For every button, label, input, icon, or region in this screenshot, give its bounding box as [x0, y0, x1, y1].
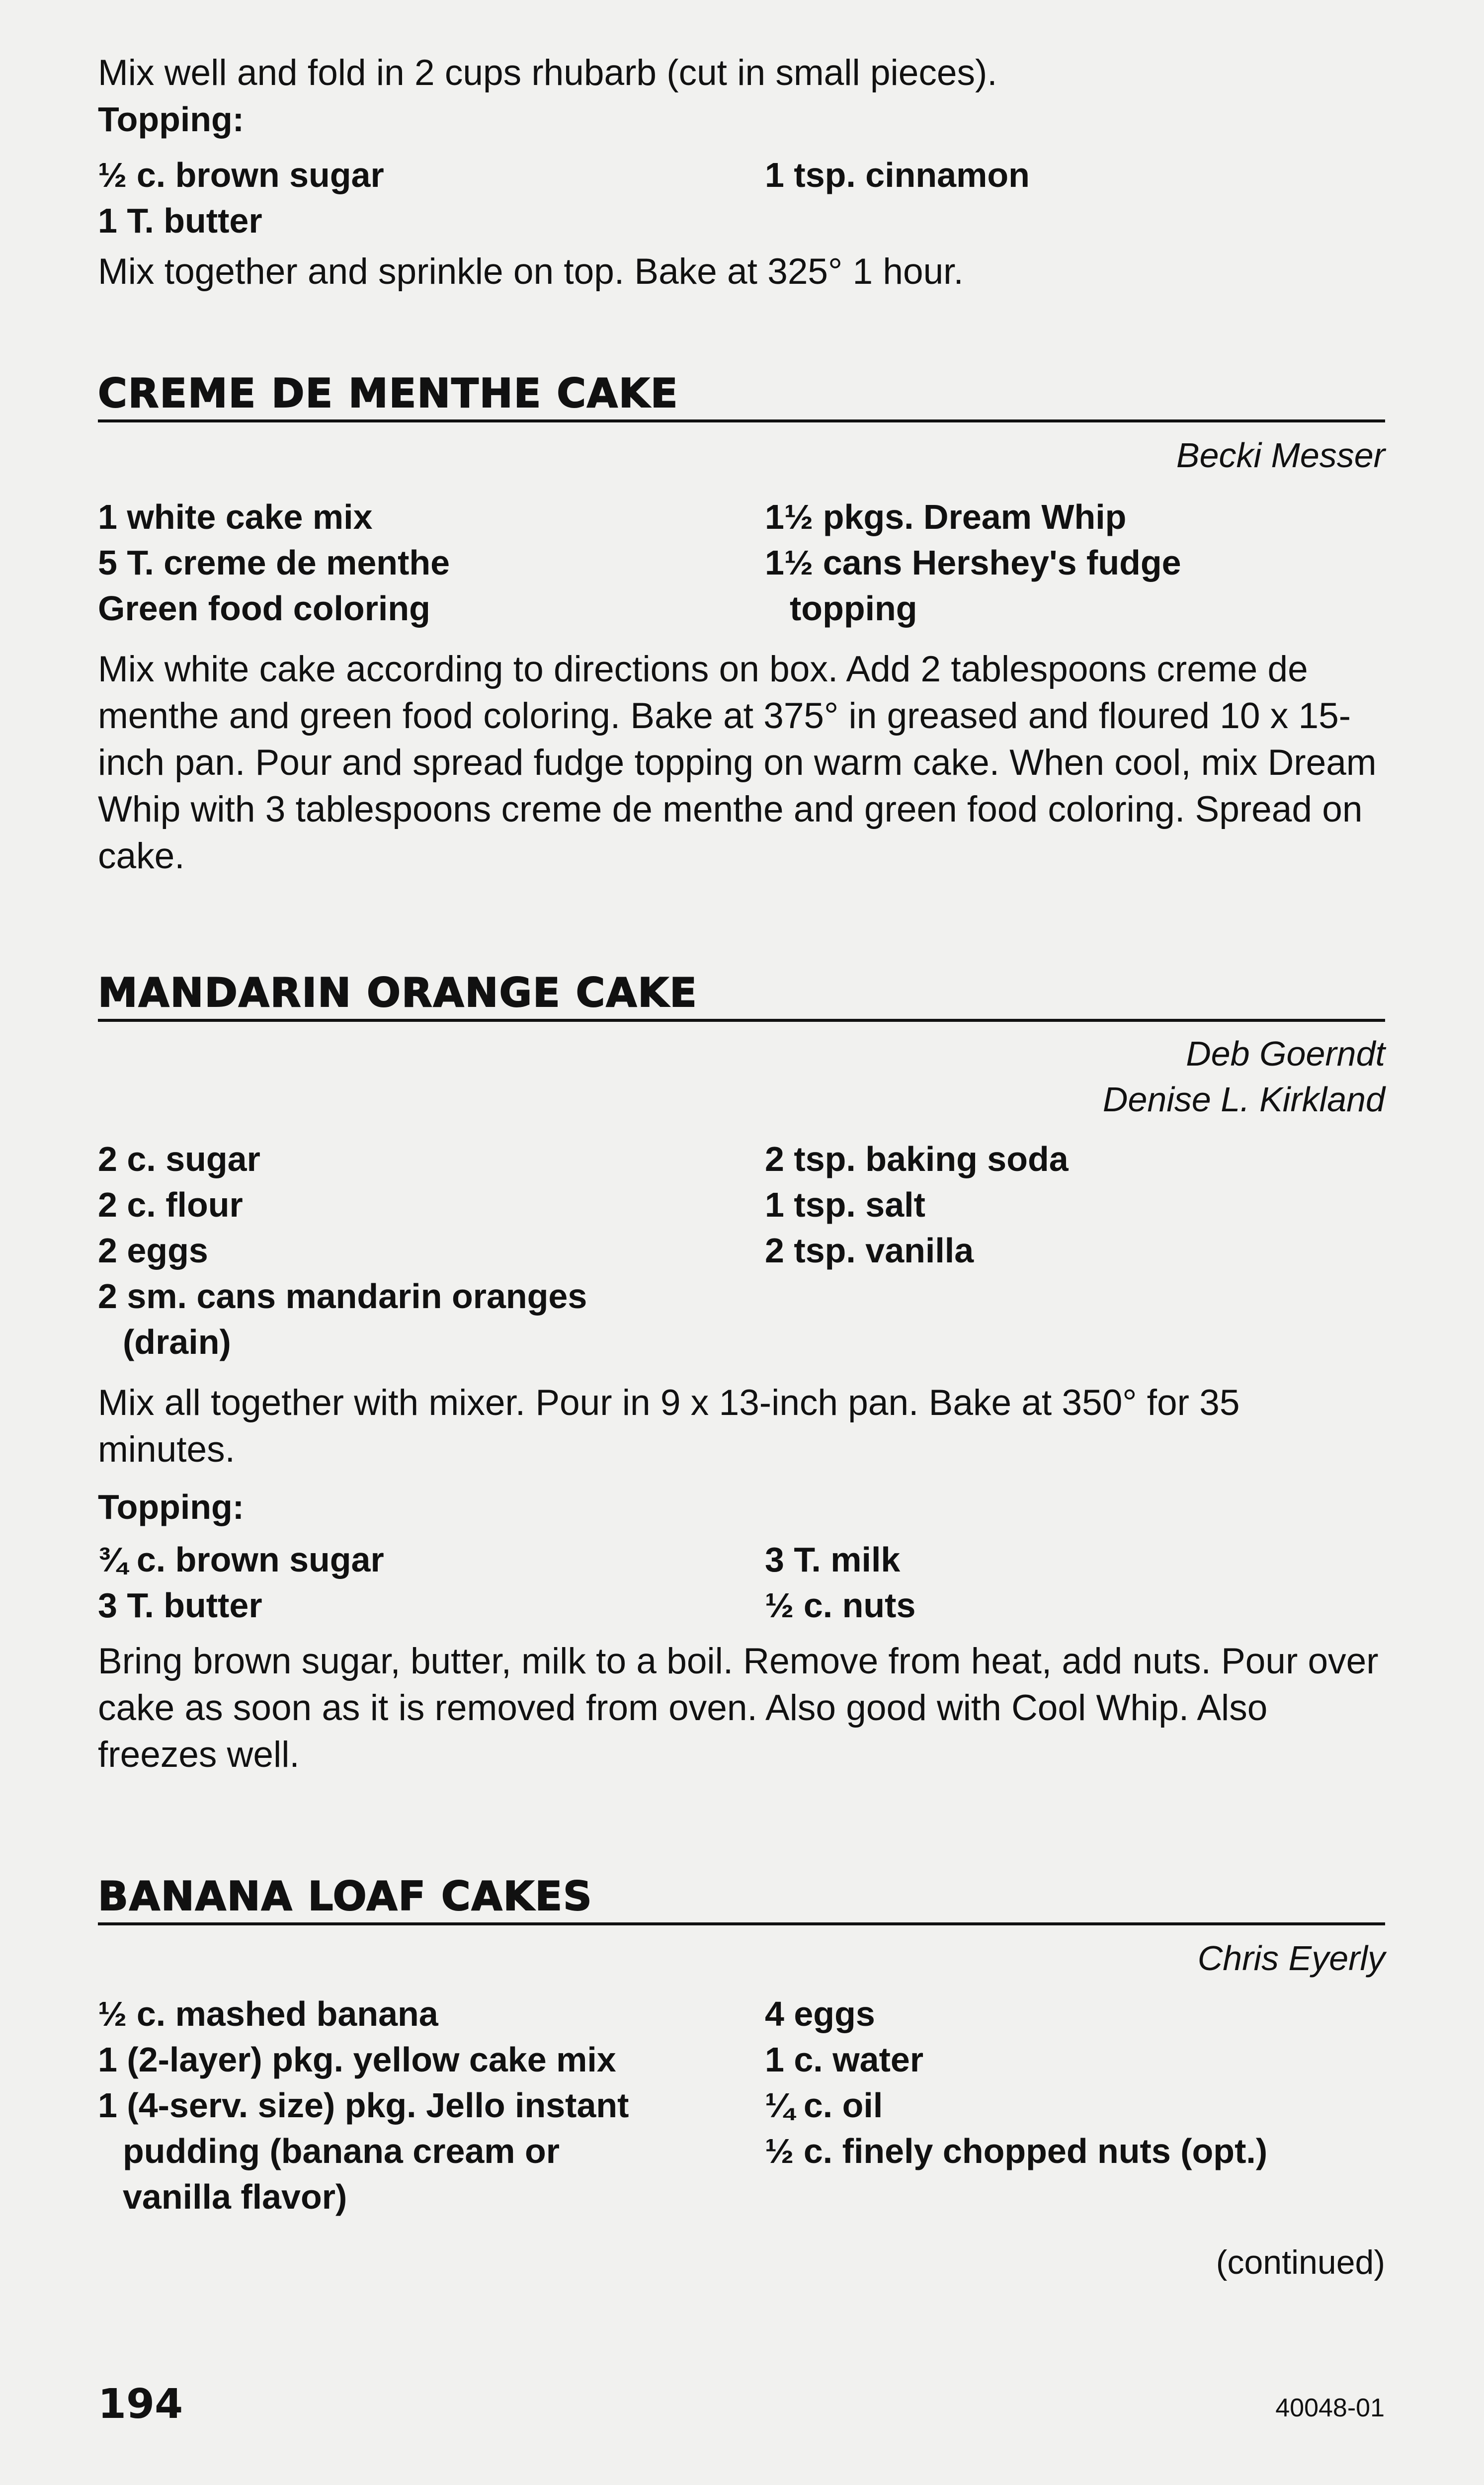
recipe-author: Deb Goerndt: [1186, 1034, 1385, 1073]
ingredient: 2 sm. cans mandarin oranges: [98, 1277, 587, 1316]
ingredient: 1½ pkgs. Dream Whip: [765, 497, 1127, 536]
recipe-author: Denise L. Kirkland: [1102, 1080, 1385, 1119]
ingredients: [98, 1136, 1385, 1365]
topping-ingredients: [98, 1537, 1385, 1628]
ingredient: 1 (4-serv. size) pkg. Jello instant: [98, 2086, 629, 2125]
topping-directions: Bring brown sugar, butter, milk to a boil. Remove from heat, add nuts. Pour over cake as soon as it is removed from oven. Also good with Cool Whip. Also freezes well.: [98, 1641, 1379, 1775]
ingredient: 2 tsp. vanilla: [765, 1231, 974, 1270]
rhubarb-topping-ingredients: [98, 152, 1385, 244]
ingredient: 2 c. sugar: [98, 1140, 260, 1178]
ingredient: Green food coloring: [98, 589, 430, 628]
ingredient: (drain): [123, 1323, 231, 1361]
recipe-directions: Mix white cake according to directions on box. Add 2 tablespoons creme de menthe and green food coloring. Bake at 375° in greased and floured 10 x 15-inch pan. Pour and spread fudge topping on warm cake. When cool, mix Dream Whip with 3 tablespoons creme de menthe and green food coloring. Spread on cake.: [98, 649, 1377, 876]
ingredient: ½ c. brown sugar: [98, 156, 384, 194]
ingredient: 1 c. water: [765, 2040, 924, 2079]
ingredients: [98, 1991, 1385, 2220]
ingredient: 1½ cans Hershey's fudge: [765, 543, 1181, 582]
ingredient: ½ c. finely chopped nuts (opt.): [765, 2132, 1268, 2170]
page-number: 194: [98, 2381, 183, 2428]
ingredient: ¼ c. oil: [765, 2086, 883, 2125]
ingredient: 5 T. creme de menthe: [98, 543, 450, 582]
ingredient: topping: [790, 589, 917, 628]
ingredient: 3 T. milk: [765, 1540, 901, 1579]
rhubarb-directions-line: Mix well and fold in 2 cups rhubarb (cut in small pieces).: [98, 53, 997, 93]
ingredient: pudding (banana cream or: [123, 2132, 560, 2170]
rhubarb-topping-directions: Mix together and sprinkle on top. Bake at 325° 1 hour.: [98, 251, 964, 292]
recipe-directions: Mix all together with mixer. Pour in 9 x 13-inch pan. Bake at 350° for 35 minutes.: [98, 1383, 1240, 1470]
ingredient: 2 eggs: [98, 1231, 208, 1270]
recipe-author: Becki Messer: [1176, 436, 1385, 475]
title-rule: [98, 419, 1385, 422]
ingredient: 2 tsp. baking soda: [765, 1140, 1069, 1178]
recipe-banana-loaf: [98, 1873, 1385, 2285]
title-rule: [98, 1922, 1385, 1925]
page-content: [98, 50, 1385, 2285]
ingredients: [98, 494, 1385, 631]
recipe-creme-de-menthe: [98, 370, 1385, 880]
recipe-mandarin-orange: [98, 969, 1385, 1778]
ingredient: 4 eggs: [765, 1994, 875, 2033]
recipe-title: BANANA LOAF CAKES: [98, 1873, 593, 1919]
title-rule: [98, 1019, 1385, 1022]
recipe-author: Chris Eyerly: [1197, 1939, 1385, 1978]
ingredient: 3 T. butter: [98, 1586, 262, 1625]
ingredient: ½ c. nuts: [765, 1586, 916, 1625]
print-code: 40048-01: [1275, 2394, 1385, 2422]
ingredient: 1 tsp. cinnamon: [765, 156, 1030, 194]
ingredient: 1 tsp. salt: [765, 1185, 925, 1224]
ingredient: ½ c. mashed banana: [98, 1994, 438, 2033]
recipe-title: MANDARIN ORANGE CAKE: [98, 970, 698, 1016]
rhubarb-topping-label: Topping:: [98, 100, 245, 139]
continued-note: (continued): [1216, 2243, 1385, 2281]
ingredient: 1 white cake mix: [98, 497, 373, 536]
ingredient: 1 T. butter: [98, 201, 262, 240]
ingredient: ¾ c. brown sugar: [98, 1540, 384, 1579]
ingredient: 2 c. flour: [98, 1185, 243, 1224]
ingredient: 1 (2-layer) pkg. yellow cake mix: [98, 2040, 616, 2079]
topping-label: Topping:: [98, 1488, 245, 1526]
ingredient: vanilla flavor): [123, 2177, 347, 2216]
recipe-title: CREME DE MENTHE CAKE: [98, 370, 679, 416]
